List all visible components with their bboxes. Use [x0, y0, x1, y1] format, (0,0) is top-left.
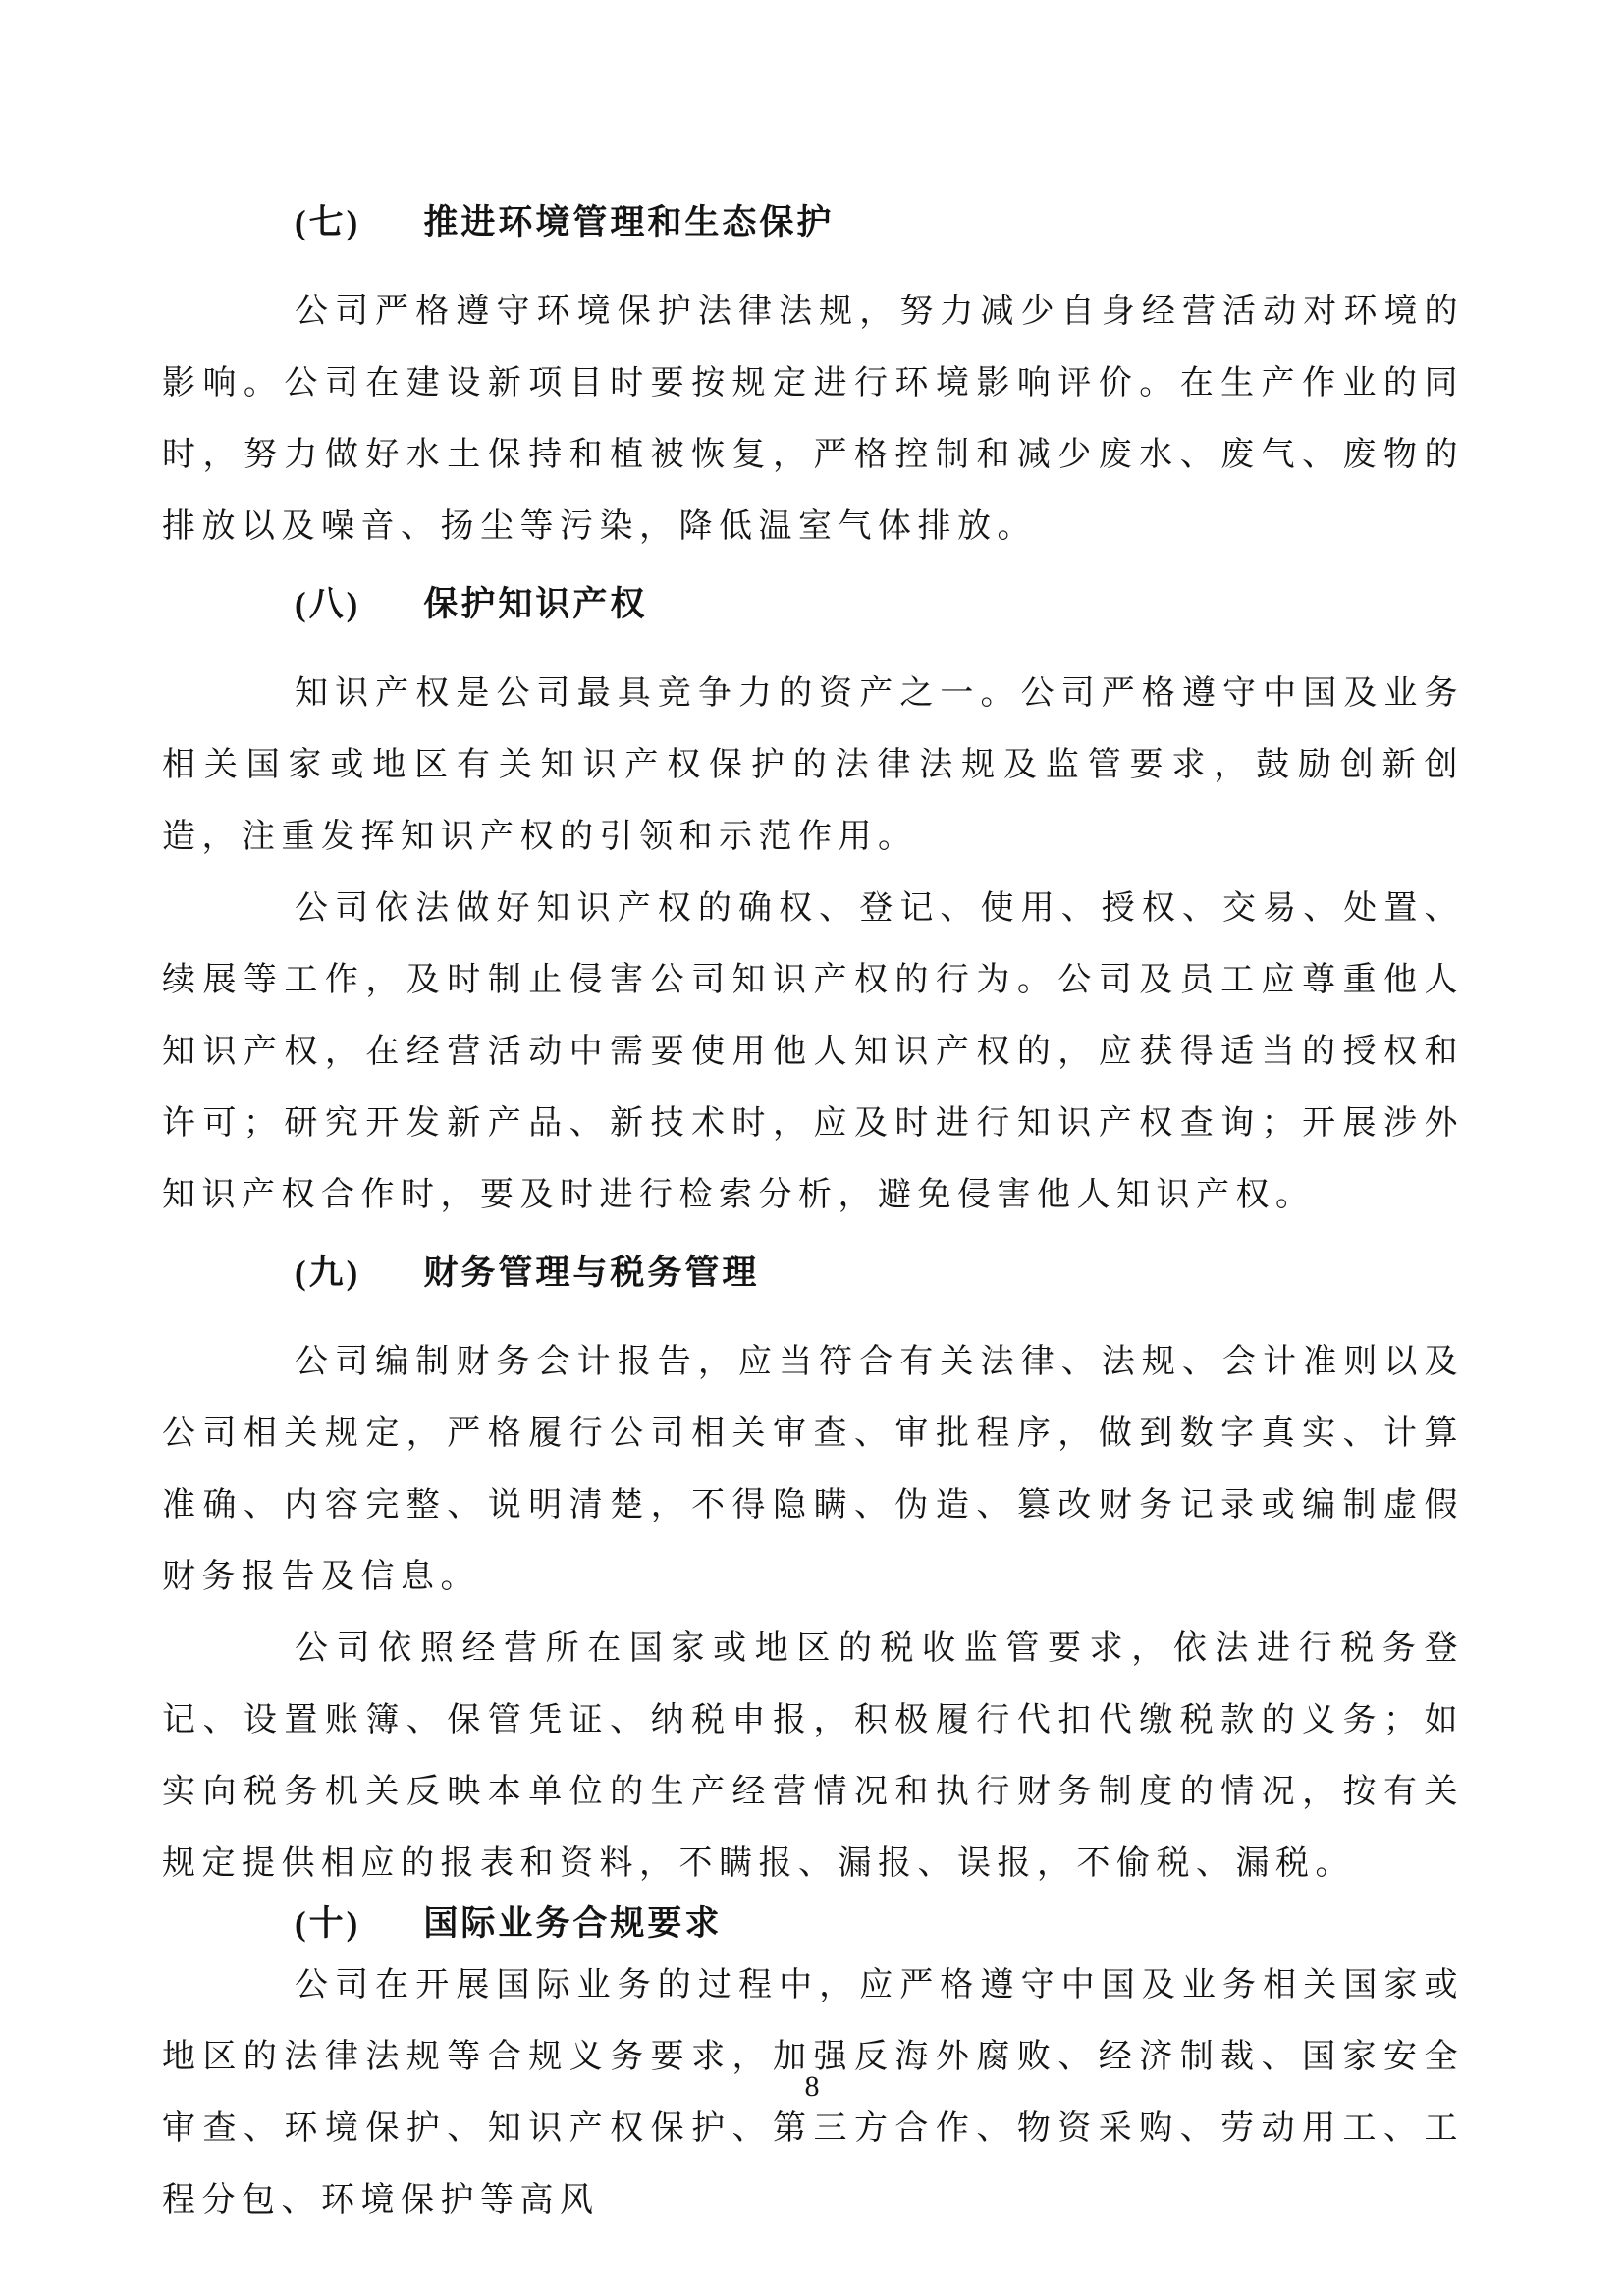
document-content: [162, 181, 1464, 2236]
section-title: 保护知识产权: [423, 585, 648, 623]
section-number: (七): [295, 203, 361, 241]
section-number: (九): [295, 1254, 361, 1292]
section-number: (十): [295, 1904, 361, 1943]
paragraph: 公司严格遵守环境保护法律法规，努力减少自身经营活动对环境的影响。公司在建设新项目时要按规定进行环境影响评价。在生产作业的同时，努力做好水土保持和植被恢复，严格控制和减少废水、废气、废物的排放以及噪音、扬尘等污染，降低温室气体排放。: [162, 294, 1464, 545]
section-heading-8: [162, 568, 1464, 640]
paragraph: 公司在开展国际业务的过程中，应严格遵守中国及业务相关国家或地区的法律法规等合规义务要求，加强反海外腐败、经济制裁、国家安全审查、环境保护、知识产权保护、第三方合作、物资采购、劳动用工、工程分包、环境保护等高风: [162, 1967, 1464, 2218]
section-heading-7: [162, 187, 1464, 258]
paragraph: 公司依照经营所在国家或地区的税收监管要求，依法进行税务登记、设置账簿、保管凭证、纳税申报，积极履行代扣代缴税款的义务；如实向税务机关反映本单位的生产经营情况和执行财务制度的情况，按有关规定提供相应的报表和资料，不瞒报、漏报、误报，不偷税、漏税。: [162, 1630, 1464, 1882]
section-title: 推进环境管理和生态保护: [423, 203, 835, 241]
section-heading-9: [162, 1237, 1464, 1308]
section-title: 财务管理与税务管理: [423, 1254, 760, 1292]
paragraph: 知识产权是公司最具竞争力的资产之一。公司严格遵守中国及业务相关国家或地区有关知识产权保护的法律法规及监管要求，鼓励创新创造，注重发挥知识产权的引领和示范作用。: [162, 675, 1464, 855]
section-number: (八): [295, 585, 361, 623]
paragraph: 公司依法做好知识产权的确权、登记、使用、授权、交易、处置、续展等工作，及时制止侵害公司知识产权的行为。公司及员工应尊重他人知识产权，在经营活动中需要使用他人知识产权的，应获得适当的授权和许可；研究开发新产品、新技术时，应及时进行知识产权查询；开展涉外知识产权合作时，要及时进行检索分析，避免侵害他人知识产权。: [162, 890, 1464, 1213]
section-title: 国际业务合规要求: [423, 1904, 723, 1943]
paragraph: 公司编制财务会计报告，应当符合有关法律、法规、会计准则以及公司相关规定，严格履行公司相关审查、审批程序，做到数字真实、计算准确、内容完整、说明清楚，不得隐瞒、伪造、篡改财务记录或编制虚假财务报告及信息。: [162, 1344, 1464, 1595]
page-number: 8: [804, 2070, 820, 2103]
